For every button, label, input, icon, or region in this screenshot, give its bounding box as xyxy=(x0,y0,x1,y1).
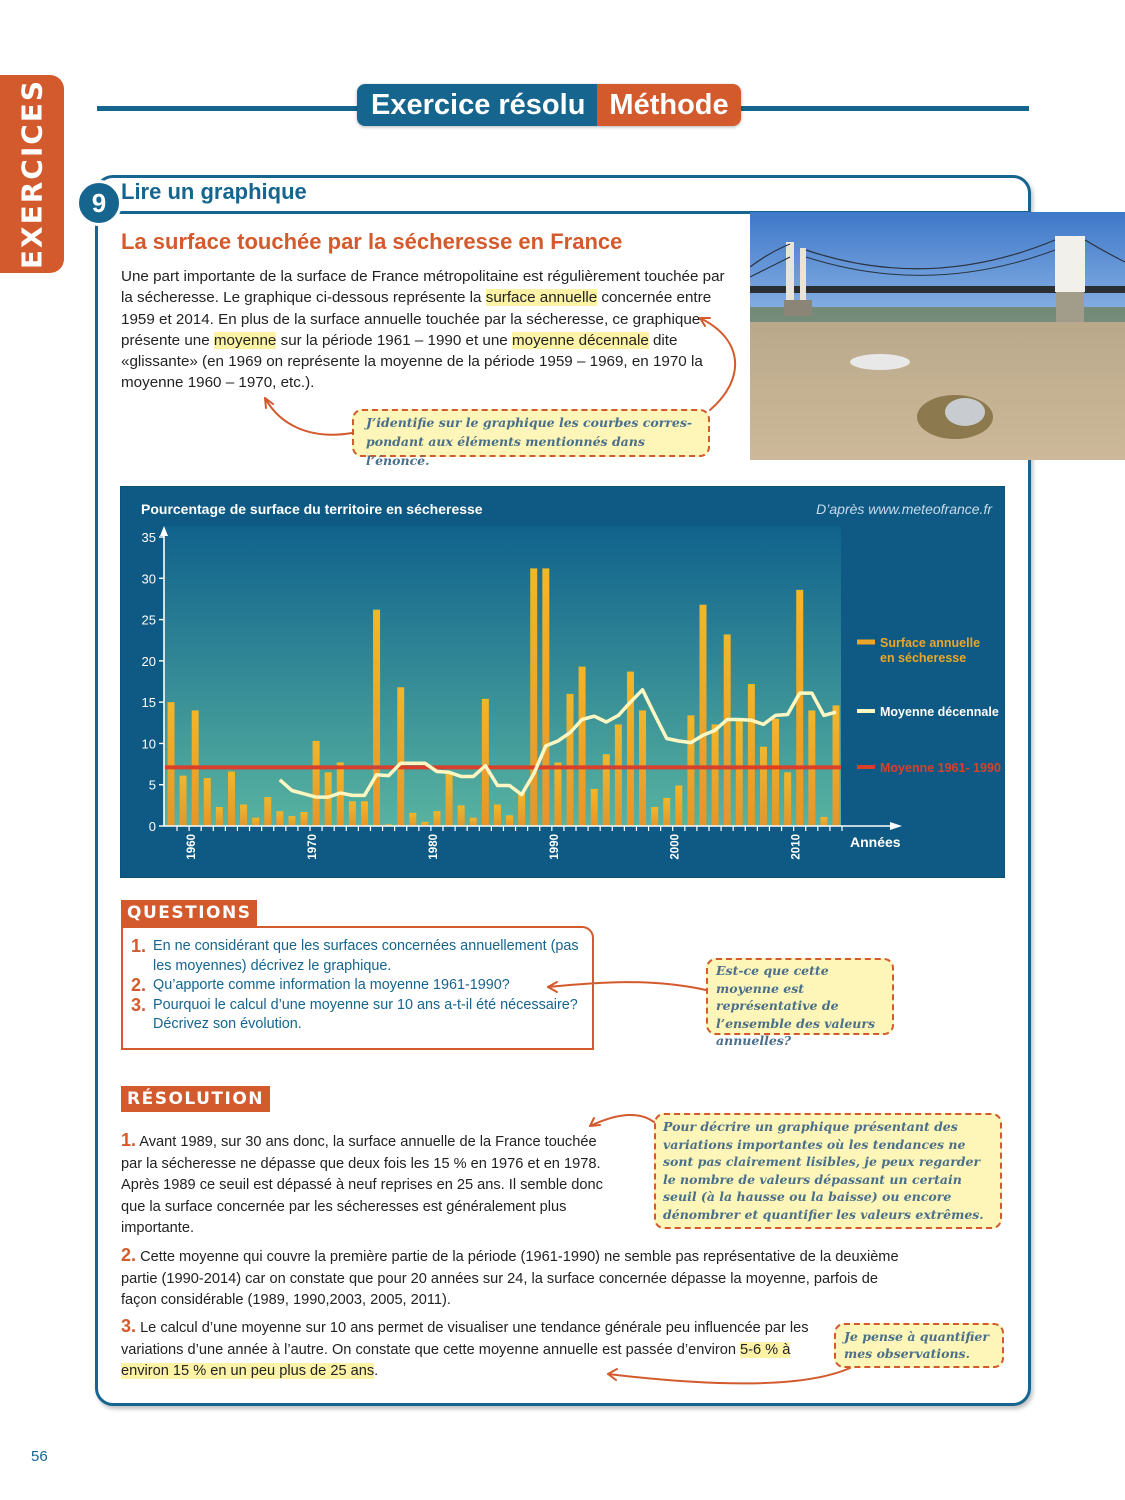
bar-1974 xyxy=(349,801,356,826)
bar-1981 xyxy=(434,811,441,826)
section-tab-exercices xyxy=(0,75,64,273)
highlight-surface-annuelle: surface annuelle xyxy=(485,289,598,307)
bar-2003 xyxy=(700,605,707,826)
bar-1984 xyxy=(470,818,477,826)
bar-2010 xyxy=(784,772,791,826)
bar-1992 xyxy=(567,694,574,826)
exercise-title: Lire un graphique xyxy=(121,179,307,204)
bar-1962 xyxy=(204,778,211,826)
y-tick-label: 30 xyxy=(141,571,156,587)
question-item xyxy=(131,976,591,996)
resolution-answer-3 xyxy=(121,1316,841,1383)
y-tick-label: 15 xyxy=(141,695,156,711)
intro-text: dite «glissante» (en 1969 on représente la moyenne de la période 1959 – 1969, en 1970 la moyenne 1960 – 1970, etc.). xyxy=(121,331,703,392)
hint-callout-quantify: Je pense à quantifier mes observations. xyxy=(834,1323,1004,1368)
resolution-answer-1 xyxy=(121,1130,621,1240)
highlight-moyenne: moyenne xyxy=(213,331,277,349)
bar-1983 xyxy=(458,805,465,826)
bar-1966 xyxy=(252,818,259,826)
x-tick-label-2000: 2000 xyxy=(669,834,682,860)
bar-1976 xyxy=(373,610,380,826)
answer-number: 2. xyxy=(121,1245,137,1265)
bar-2005 xyxy=(724,634,731,826)
bar-1986 xyxy=(494,805,501,826)
question-number: 3. xyxy=(131,994,147,1015)
bar-1990 xyxy=(542,568,549,826)
question-number: 1. xyxy=(131,936,147,956)
answer-text: Le calcul d’une moyenne sur 10 ans permet de visualiser une tendance générale peu influencée par les variations d’une année à l’autre. On constate que cette moyenne annuelle est passée d’environ xyxy=(121,1320,809,1358)
x-axis-label: Années xyxy=(850,834,901,850)
resolution-label: RÉSOLUTION xyxy=(121,1086,270,1112)
bar-1996 xyxy=(615,724,622,826)
bar-1968 xyxy=(276,811,283,826)
bar-1994 xyxy=(591,789,598,826)
bar-1995 xyxy=(603,754,610,826)
bar-1978 xyxy=(397,687,404,826)
bar-1975 xyxy=(361,801,368,826)
bar-2008 xyxy=(760,747,767,826)
highlight-moyenne-decennale: moyenne décennale xyxy=(511,331,649,349)
legend-label: Surface annuelle xyxy=(880,636,981,650)
bar-2002 xyxy=(687,715,694,826)
intro-paragraph xyxy=(121,266,731,394)
bar-1987 xyxy=(506,815,513,826)
bar-1965 xyxy=(240,805,247,826)
questions-label: QUESTIONS xyxy=(121,900,257,926)
question-number: 2. xyxy=(131,975,147,995)
exercise-number-badge: 9 xyxy=(76,180,122,226)
legend-label: en sécheresse xyxy=(880,651,967,665)
bar-1969 xyxy=(288,816,295,826)
bar-2013 xyxy=(820,817,827,826)
banner-methode: Méthode xyxy=(597,84,740,126)
chart-title: Pourcentage de surface du territoire en sécheresse xyxy=(141,501,483,517)
bar-2009 xyxy=(772,719,779,826)
intro-text: sur la période 1961 – 1990 et une xyxy=(276,331,512,349)
y-tick-label: 10 xyxy=(141,736,156,752)
bar-1982 xyxy=(446,772,453,826)
bar-1972 xyxy=(325,772,332,826)
bar-1959 xyxy=(168,702,175,826)
x-tick-label-1990: 1990 xyxy=(548,834,561,860)
drought-chart xyxy=(120,486,1005,878)
answer-number: 3. xyxy=(121,1316,137,1336)
section-tab-label: EXERCICES xyxy=(15,78,49,270)
bar-2001 xyxy=(675,786,682,826)
y-tick-label: 20 xyxy=(141,653,156,669)
intro-text: Une part importante de la surface de France métropolitaine est régulièrement touchée par la sécheresse. Le graphique ci-dessous représente la xyxy=(121,268,725,307)
bar-1993 xyxy=(579,667,586,826)
bar-1979 xyxy=(409,813,416,826)
answer-text-end: . xyxy=(374,1363,379,1379)
x-tick-label-1960: 1960 xyxy=(186,834,199,860)
x-tick-label-2010: 2010 xyxy=(790,834,803,860)
chart-svg xyxy=(120,486,1005,878)
bar-2004 xyxy=(712,724,719,826)
exercise-subtitle: La surface touchée par la sécheresse en France xyxy=(121,229,623,254)
x-tick-label-1980: 1980 xyxy=(427,834,440,860)
bar-2000 xyxy=(663,798,670,826)
answer-text: Avant 1989, sur 30 ans donc, la surface annuelle de la France touchée par la sécheresse ne dépasse que deux fois les 15 % en 1976 et en 1978. Après 1989 ce seuil est dépassé à neuf reprises en 25 ans. Il semble donc que la surface concernée par les sécheresses est généralement plus importante. xyxy=(121,1134,603,1236)
bar-1991 xyxy=(554,762,561,826)
intro-text: concernée entre 1959 et 2014. En plus de la surface annuelle touchée par la sécheresse, ce graphique présente une xyxy=(121,289,712,349)
bar-1999 xyxy=(651,807,658,826)
hint-callout-representative: Est-ce que cette moyenne est représentative de l’ensemble des valeurs annuelles? xyxy=(706,958,894,1035)
questions-list xyxy=(131,937,591,1035)
question-text: En ne considérant que les surfaces concernées annuellement (pas les moyennes) décrivez le graphique. xyxy=(153,938,579,974)
question-item xyxy=(131,937,591,976)
y-tick-label: 0 xyxy=(148,819,156,834)
bar-1970 xyxy=(301,812,308,826)
legend-swatch xyxy=(857,709,875,713)
bar-1989 xyxy=(530,568,537,826)
y-tick-label: 5 xyxy=(148,777,156,793)
y-tick-label: 25 xyxy=(141,612,156,628)
bar-1967 xyxy=(264,797,271,826)
question-item xyxy=(131,996,591,1035)
legend-label: Moyenne 1961- 1990 xyxy=(880,761,1001,775)
bar-1971 xyxy=(313,741,320,826)
bar-1997 xyxy=(627,672,634,826)
legend-swatch xyxy=(857,640,875,645)
banner-exercice-resolu: Exercice résolu xyxy=(357,84,597,126)
question-text: Pourquoi le calcul d’une moyenne sur 10 ans a-t-il été nécessaire? Décrivez son évolution. xyxy=(153,996,578,1032)
answer-text: Cette moyenne qui couvre la première partie de la période (1961-1990) ne semble pas représentative de la deuxième partie (1990-2014) car on constate que pour 20 années sur 24, la surface concernée dépasse la moyenne, parfois de façon considérable (1989, 1990,2003, 2005, 2011). xyxy=(121,1249,899,1308)
bar-1988 xyxy=(518,793,525,826)
header-banner xyxy=(357,84,741,126)
bar-2011 xyxy=(796,590,803,826)
bar-1964 xyxy=(228,772,235,826)
highlight-quantified-trend: 5-6 % à environ 15 % en un peu plus de 25 ans xyxy=(121,1341,791,1379)
x-tick-label-1970: 1970 xyxy=(307,834,319,860)
photo-illustration xyxy=(750,212,1125,460)
page-number: 56 xyxy=(31,1448,48,1465)
chart-source: D’après www.meteofrance.fr xyxy=(816,501,992,517)
bar-2006 xyxy=(736,721,743,826)
bar-1963 xyxy=(216,807,223,826)
bar-1960 xyxy=(180,776,187,826)
drought-photo xyxy=(750,212,1125,460)
y-tick-label: 35 xyxy=(141,530,156,545)
hint-callout-describe-graph: Pour décrire un graphique présentant des variations importantes où les tendances ne sont pas clairement lisibles, je peux regarder le nombre de valeurs dépassant un certain seuil (à la hausse ou la baisse) ou encore dénombrer et quantifier les valeurs extrêmes. xyxy=(654,1113,1002,1229)
legend-label: Moyenne décennale xyxy=(880,705,999,719)
bar-1985 xyxy=(482,699,489,826)
legend-swatch xyxy=(857,765,875,769)
question-text: Qu’apporte comme information la moyenne 1961-1990? xyxy=(153,977,510,993)
answer-number: 1. xyxy=(121,1130,137,1150)
bar-2007 xyxy=(748,684,755,826)
hint-callout-identify-curves: J’identifie sur le graphique les courbes corres-pondant aux éléments mentionnés dans l’énoncé. xyxy=(352,409,710,457)
resolution-answer-2 xyxy=(121,1245,901,1312)
